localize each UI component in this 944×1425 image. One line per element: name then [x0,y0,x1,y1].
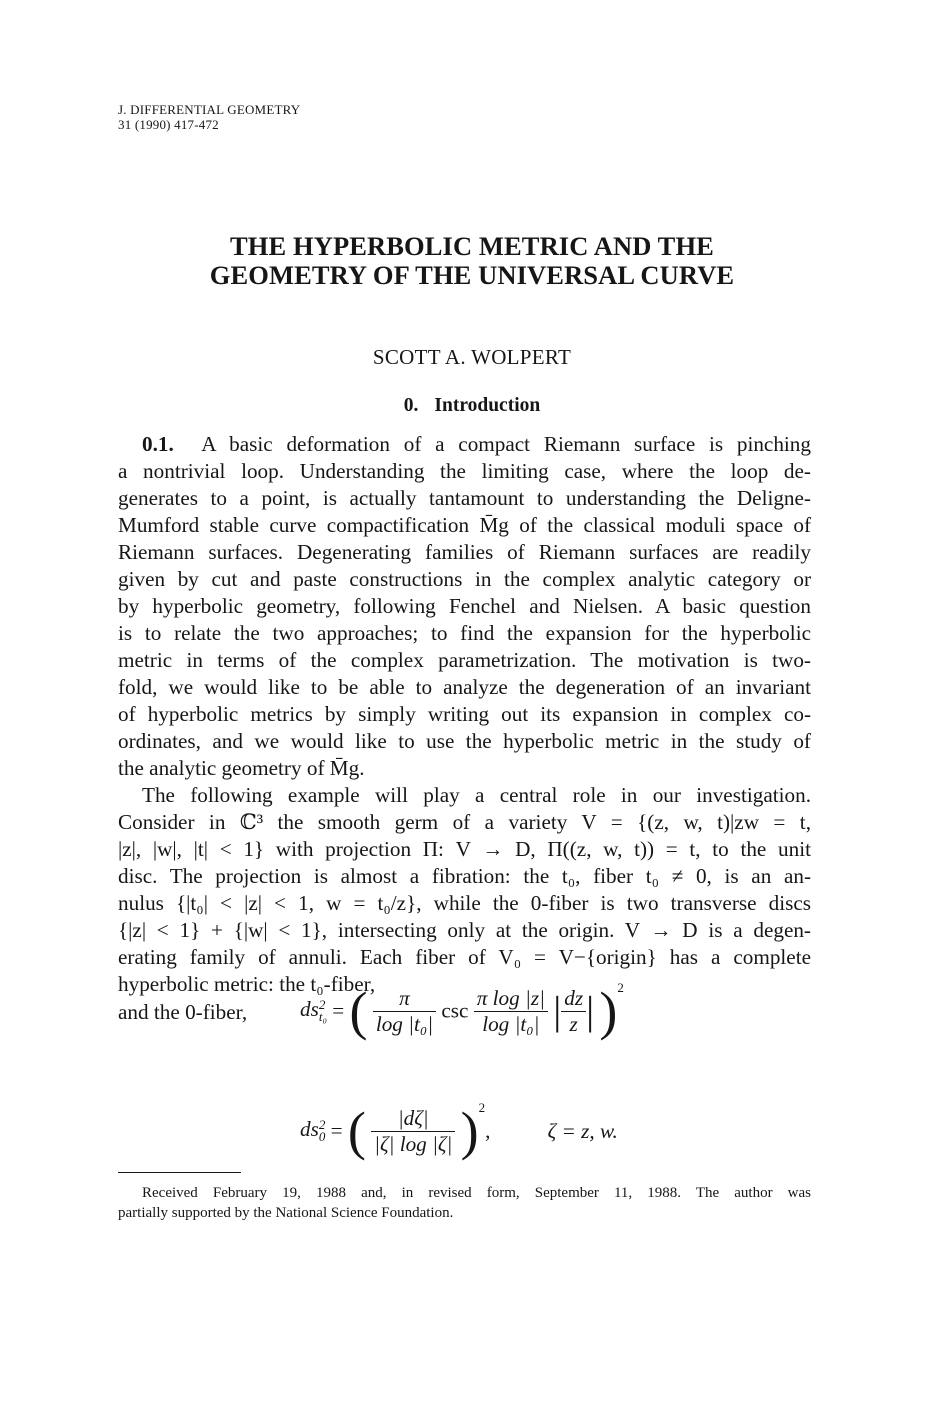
eq2-right-paren: ) [460,1101,479,1162]
text-line: metric in terms of the complex parametrization. The motivation is two- [118,648,811,672]
eq2-lhs: ds [300,1117,319,1141]
equation-t0-fiber-metric: ds 2 t₀ = ( $\frac{\pi}{\text{log |t₀|}}$ csc $\frac{\text{π log |z|}}{\text{log |t₀|}}$ | $\frac{dz}{z}$ | )$^2$ [300,980,624,1042]
eq1-left-paren: ( [349,981,368,1042]
section-title: Introduction [434,395,541,416]
eq1-abs-right: | [586,988,595,1034]
eq1-lhs-sup: 2 [318,997,326,1013]
paragraph-example [118,782,811,998]
text-line: erating family of annuli. Each fiber of V₀ = V−{origin} has a complete [118,945,811,969]
paragraph-label: 0.1. [142,432,174,456]
eq1-fraction-3: $\frac{dz}{z}$ [561,986,586,1037]
eq2-left-paren: ( [347,1101,366,1162]
text-line: by hyperbolic geometry, following Fenchel and Nielsen. A basic question [118,594,811,618]
text-line: the analytic geometry of M̄g. [118,756,365,780]
journal-name: J. DIFFERENTIAL GEOMETRY [118,102,301,117]
eq2-lhs-sub: 0 [318,1129,326,1145]
eq1-abs-left: | [553,988,562,1034]
equation-0-fiber-metric: ds 2 0 = ( $\frac{|d\zeta|}{|\zeta| \log |\zeta|}$ )$^2$, ζ = z, w. [300,1100,618,1162]
footnote [118,1183,811,1223]
text-line: The following example will play a central role in our investigation. [142,783,811,807]
eq1-csc: csc [441,998,469,1023]
eq2-power: 2 [478,1100,486,1115]
eq1-fraction-1: $\frac{\pi}{\text{log |t₀|}}$ [373,986,436,1037]
text-line: |z|, |w|, |t| < 1} with projection Π: V → D, Π((z, w, t)) = t, to the unit [118,837,811,861]
paragraph-0-1 [118,431,811,782]
author-name: SCOTT A. WOLPERT [372,345,572,369]
text-line: Riemann surfaces. Degenerating families of Riemann surfaces are readily [118,540,811,564]
paper-title [0,232,944,290]
footnote-line: Received February 19, 1988 and, in revised form, September 11, 1988. The author was [142,1185,811,1201]
title-line-1: THE HYPERBOLIC METRIC AND THE [230,231,714,261]
journal-header [118,102,300,132]
text-line: Consider in ℂ³ the smooth germ of a variety V = {(z, w, t)|zw = t, [118,810,811,834]
eq1-lhs-sub: t₀ [318,1009,327,1025]
section-number: 0. [403,395,419,416]
eq1-power: 2 [617,980,624,995]
eq1-fraction-2: $\frac{\text{π log |z|}}{\text{log |t₀|}}$ [474,986,548,1037]
text-line: of hyperbolic metrics by simply writing out its expansion in complex co- [118,702,811,726]
eq2-condition: ζ = z, w. [547,1118,618,1143]
text-line: given by cut and paste constructions in the complex analytic category or [118,567,811,591]
text-line: hyperbolic metric: the t₀-fiber, [118,972,376,996]
text-line: nulus {|t₀| < |z| < 1, w = t₀/z}, while the 0-fiber is two transverse discs [118,891,811,915]
eq2-fraction: $\frac{|d\zeta|}{|\zeta| \log |\zeta|}$ [371,1106,455,1157]
text-line: a nontrivial loop. Understanding the limiting case, where the loop de- [118,459,811,483]
journal-volume: 31 (1990) 417-472 [118,117,219,132]
eq1-lhs: ds [300,997,319,1021]
eq2-lhs-sup: 2 [318,1117,326,1133]
eq1-right-paren: ) [599,981,618,1042]
text-line: 0.1. A basic deformation of a compact Riemann surface is pinching [142,432,811,456]
section-heading [0,395,944,417]
footnote-line: partially supported by the National Science Foundation. [118,1205,454,1221]
text-line: {|z| < 1} + {|w| < 1}, intersecting only at the origin. V → D is a degen- [118,918,811,942]
between-text: and the 0-fiber, [118,1000,248,1024]
text-line: fold, we would like to be able to analyze the degeneration of an invariant [118,675,811,699]
text-line: Mumford stable curve compactification M̄g of the classical moduli space of [118,513,811,537]
text-line: is to relate the two approaches; to find the expansion for the hyperbolic [118,621,811,645]
text-line: ordinates, and we would like to use the hyperbolic metric in the study of [118,729,811,753]
footnote-rule [118,1172,241,1173]
text-line: generates to a point, is actually tantamount to understanding the Deligne- [118,486,811,510]
title-line-2: GEOMETRY OF THE UNIVERSAL CURVE [209,260,735,290]
text-line: disc. The projection is almost a fibration: the t₀, fiber t₀ ≠ 0, is an an- [118,864,811,888]
